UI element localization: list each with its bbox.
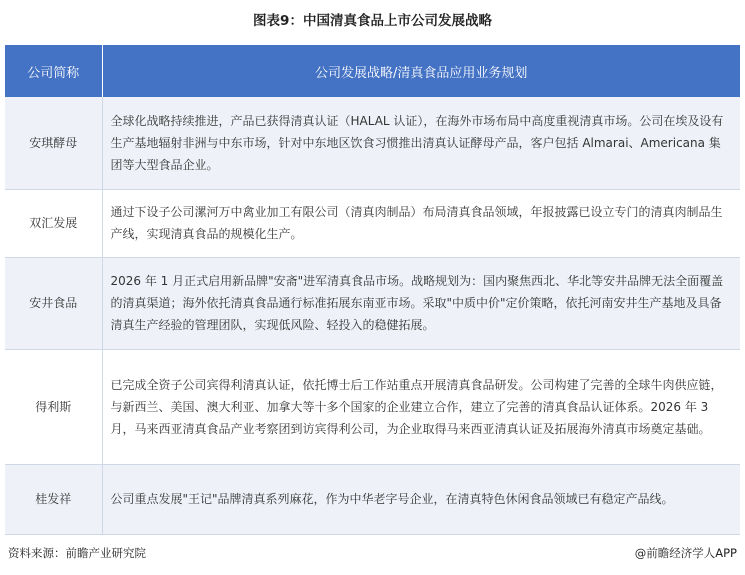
header-company: 公司简称: [5, 45, 102, 97]
strategy-text: 已完成全资子公司宾得利清真认证，依托博士后工作站重点开展清真食品研发。公司构建了完善的全球牛肉供应链，与新西兰、美国、澳大利亚、加拿大等十多个国家的企业建立合作，建立了完善的清真食品认证体系。2026 年 3 月，马来西亚清真食品产业考察团到访宾得利公司，为企业取得马来西亚清真认证及拓展海外清真市场奠定基础。: [102, 349, 740, 464]
source-note: 资料来源：前瞻产业研究院: [8, 546, 146, 560]
table-row: [5, 189, 740, 257]
strategy-text: 公司重点发展"王记"品牌清真系列麻花，作为中华老字号企业，在清真特色休闲食品领域已有稳定产品线。: [102, 464, 740, 534]
company-name: 桂发祥: [5, 464, 102, 534]
company-name: 安井食品: [5, 257, 102, 349]
strategy-table: [5, 45, 740, 535]
strategy-text: 全球化战略持续推进，产品已获得清真认证（HALAL 认证），在海外市场布局中高度重视清真市场。公司在埃及设有生产基地辐射非洲与中东市场，针对中东地区饮食习惯推出清真认证酵母产品，客户包括 Almarai、Americana 集团等大型食品企业。: [102, 97, 740, 189]
table-row: [5, 464, 740, 534]
company-name: 双汇发展: [5, 189, 102, 257]
company-name: 安琪酵母: [5, 97, 102, 189]
table-row: [5, 349, 740, 464]
chart-title: 图表9：中国清真食品上市公司发展战略: [253, 13, 492, 29]
strategy-text: 2026 年 1 月正式启用新品牌"安斋"进军清真食品市场。战略规划为：国内聚焦西北、华北等安井品牌无法全面覆盖的清真渠道；海外依托清真食品通行标准拓展东南亚市场。采取"中质中价"定价策略，依托河南安井生产基地及具备清真生产经验的管理团队，实现低风险、轻投入的稳健拓展。: [102, 257, 740, 349]
brand-credit: @前瞻经济学人APP: [634, 546, 737, 560]
strategy-text: 通过下设子公司漯河万中禽业加工有限公司（清真肉制品）布局清真食品领域，年报披露已设立专门的清真肉制品生产线，实现清真食品的规模化生产。: [102, 189, 740, 257]
table-row: [5, 97, 740, 189]
table-row: [5, 257, 740, 349]
header-strategy: 公司发展战略/清真食品应用业务规划: [102, 45, 740, 97]
table-header-row: [5, 45, 740, 97]
company-name: 得利斯: [5, 349, 102, 464]
